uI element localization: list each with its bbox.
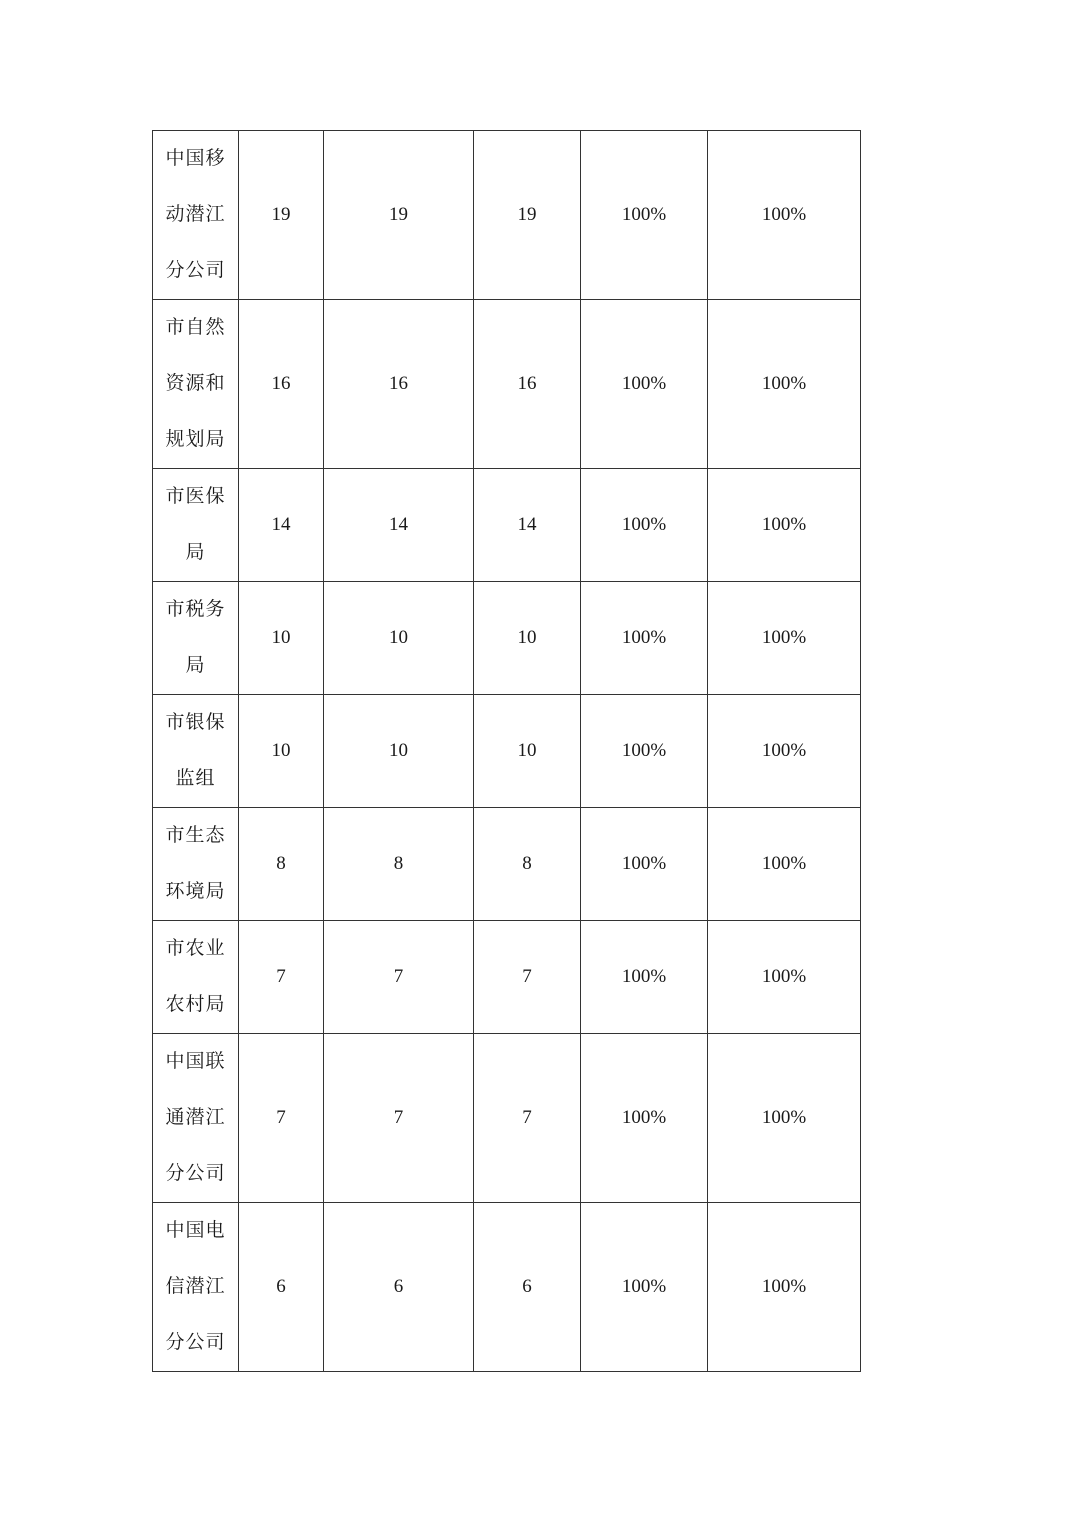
unit-name-cell [153, 300, 239, 469]
table-cell: 100% [581, 131, 708, 300]
unit-name: 市自然资源和规划局 [165, 317, 226, 450]
table-cell: 100% [708, 808, 861, 921]
table-cell: 100% [581, 582, 708, 695]
table-row [153, 1203, 861, 1372]
table-cell: 100% [708, 469, 861, 582]
table-cell: 7 [324, 1034, 474, 1203]
unit-name-cell [153, 808, 239, 921]
table-cell: 7 [239, 1034, 324, 1203]
table-cell: 10 [474, 695, 581, 808]
table-cell: 8 [324, 808, 474, 921]
table-cell: 100% [708, 1203, 861, 1372]
table-cell: 100% [708, 1034, 861, 1203]
table-cell: 16 [324, 300, 474, 469]
table-row [153, 131, 861, 300]
table-row [153, 469, 861, 582]
table-cell: 100% [581, 695, 708, 808]
unit-name: 市生态环境局 [165, 825, 226, 902]
unit-name-cell [153, 921, 239, 1034]
table-cell: 100% [581, 921, 708, 1034]
unit-name: 中国联通潜江分公司 [165, 1051, 226, 1184]
table-cell: 10 [324, 582, 474, 695]
unit-name-cell [153, 1203, 239, 1372]
table-cell: 10 [474, 582, 581, 695]
table-cell: 19 [324, 131, 474, 300]
table-cell: 100% [581, 808, 708, 921]
table-cell: 8 [239, 808, 324, 921]
table-cell: 100% [581, 469, 708, 582]
table-cell: 14 [239, 469, 324, 582]
table-cell: 6 [474, 1203, 581, 1372]
table-cell: 6 [324, 1203, 474, 1372]
unit-name: 市银保监组 [165, 712, 226, 789]
unit-name: 中国移动潜江分公司 [165, 148, 226, 281]
table-cell: 7 [324, 921, 474, 1034]
statistics-table [152, 130, 861, 1372]
table-cell: 6 [239, 1203, 324, 1372]
table-cell: 100% [581, 1203, 708, 1372]
table-cell: 7 [239, 921, 324, 1034]
unit-name: 市医保局 [165, 486, 226, 563]
unit-name-cell [153, 695, 239, 808]
table-row [153, 582, 861, 695]
unit-name: 市税务局 [165, 599, 226, 676]
table-cell: 10 [239, 695, 324, 808]
table-cell: 100% [581, 1034, 708, 1203]
table-row [153, 1034, 861, 1203]
table-cell: 100% [708, 131, 861, 300]
unit-name-cell [153, 582, 239, 695]
unit-name: 市农业农村局 [165, 938, 226, 1015]
table-cell: 19 [239, 131, 324, 300]
table-cell: 16 [474, 300, 581, 469]
table-cell: 10 [239, 582, 324, 695]
table-cell: 100% [708, 300, 861, 469]
table-row [153, 921, 861, 1034]
unit-name-cell [153, 469, 239, 582]
table-cell: 100% [581, 300, 708, 469]
table-cell: 100% [708, 695, 861, 808]
table-cell: 19 [474, 131, 581, 300]
unit-name-cell [153, 1034, 239, 1203]
table-cell: 16 [239, 300, 324, 469]
table-cell: 8 [474, 808, 581, 921]
unit-name: 中国电信潜江分公司 [165, 1220, 226, 1353]
table-cell: 7 [474, 1034, 581, 1203]
table-cell: 14 [324, 469, 474, 582]
table-row [153, 808, 861, 921]
table-cell: 100% [708, 582, 861, 695]
table-row [153, 300, 861, 469]
table-cell: 7 [474, 921, 581, 1034]
table-cell: 10 [324, 695, 474, 808]
table-cell: 100% [708, 921, 861, 1034]
unit-name-cell [153, 131, 239, 300]
table-row [153, 695, 861, 808]
table-cell: 14 [474, 469, 581, 582]
